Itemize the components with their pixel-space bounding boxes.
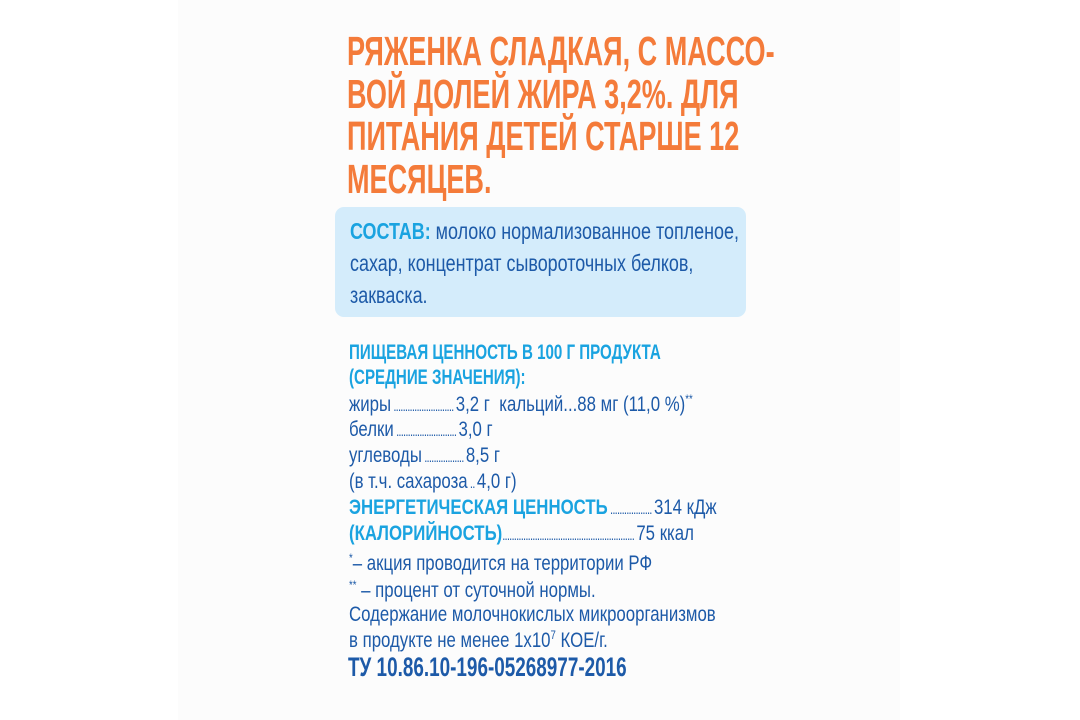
- calories-value: 75 ккал: [636, 522, 694, 545]
- leader-dots: ..........................: [391, 398, 456, 414]
- footnote-1: [349, 551, 652, 576]
- microorganisms-line-1: Содержание молочнокислых микроорганизмов: [349, 603, 716, 626]
- product-title-line-3: ПИТАНИЯ ДЕТЕЙ СТАРШЕ 12: [347, 113, 740, 159]
- nutrient-name: (в т.ч. сахароза: [349, 470, 468, 493]
- leader-dots: .................: [421, 449, 466, 465]
- product-title-line-2: ВОЙ ДОЛЕЙ ЖИРА 3,2%. ДЛЯ: [347, 71, 739, 117]
- nutrition-row-sucrose: [349, 470, 517, 494]
- calories-row: [349, 522, 694, 546]
- nutrient-value: 3,0 г: [458, 418, 493, 441]
- composition-line-2: сахар, концентрат сывороточных белков,: [350, 250, 694, 276]
- composition-text: молоко нормализованное топленое,: [430, 218, 739, 244]
- calories-label: (КАЛОРИЙНОСТЬ): [349, 522, 503, 545]
- leader-dots: ..: [467, 475, 477, 491]
- microorganisms-line-2: [349, 628, 608, 653]
- energy-row: [349, 496, 717, 520]
- nutrition-row-carbs: [349, 444, 500, 468]
- footnote-mark: *: [349, 551, 353, 565]
- tech-spec-number: ТУ 10.86.10-196-05268977-2016: [348, 652, 627, 682]
- nutrient-value: 8,5 г: [465, 444, 500, 467]
- nutrient-name: кальций: [499, 393, 564, 416]
- footnote-text: – акция проводится на территории РФ: [352, 552, 653, 575]
- micro-text: в продукте не менее 1х10: [349, 629, 551, 652]
- leader-dots: .........................................................: [502, 527, 637, 543]
- footnote-text: – процент от суточной нормы.: [356, 579, 596, 602]
- composition-line-1: [350, 218, 739, 245]
- nutrient-value: 4,0 г): [476, 470, 517, 493]
- nutrition-heading-1: ПИЩЕВАЯ ЦЕННОСТЬ В 100 Г ПРОДУКТА: [349, 341, 661, 364]
- energy-label: ЭНЕРГЕТИЧЕСКАЯ ЦЕННОСТЬ: [349, 496, 608, 519]
- nutrient-value: 3,2 г: [455, 393, 490, 416]
- composition-label: СОСТАВ:: [350, 218, 431, 244]
- footnote-2: [349, 578, 596, 603]
- footnote-mark: **: [349, 578, 357, 592]
- product-title-line-1: РЯЖЕНКА СЛАДКАЯ, С МАССО-: [347, 28, 775, 74]
- nutrient-name: углеводы: [349, 444, 422, 467]
- leader-dots: ..................: [607, 501, 654, 517]
- micro-text: КОЕ/г.: [555, 629, 608, 652]
- energy-value: 314 кДж: [653, 496, 717, 519]
- exponent: 7: [550, 628, 556, 642]
- leader-dots: ..........................: [393, 423, 459, 439]
- nutrient-name: белки: [349, 418, 394, 441]
- leader-dots: ...: [563, 393, 578, 416]
- nutrition-heading-2: (СРЕДНИЕ ЗНАЧЕНИЯ):: [349, 366, 526, 389]
- nutrition-row-fat: [349, 392, 693, 417]
- product-title-line-4: МЕСЯЦЕВ.: [347, 156, 492, 202]
- footnote-mark: **: [685, 392, 693, 406]
- nutrient-name: жиры: [349, 393, 392, 416]
- nutrition-row-protein: [349, 418, 493, 442]
- nutrient-value: 88 мг (11,0 %): [577, 393, 686, 416]
- composition-line-3: закваска.: [350, 282, 428, 308]
